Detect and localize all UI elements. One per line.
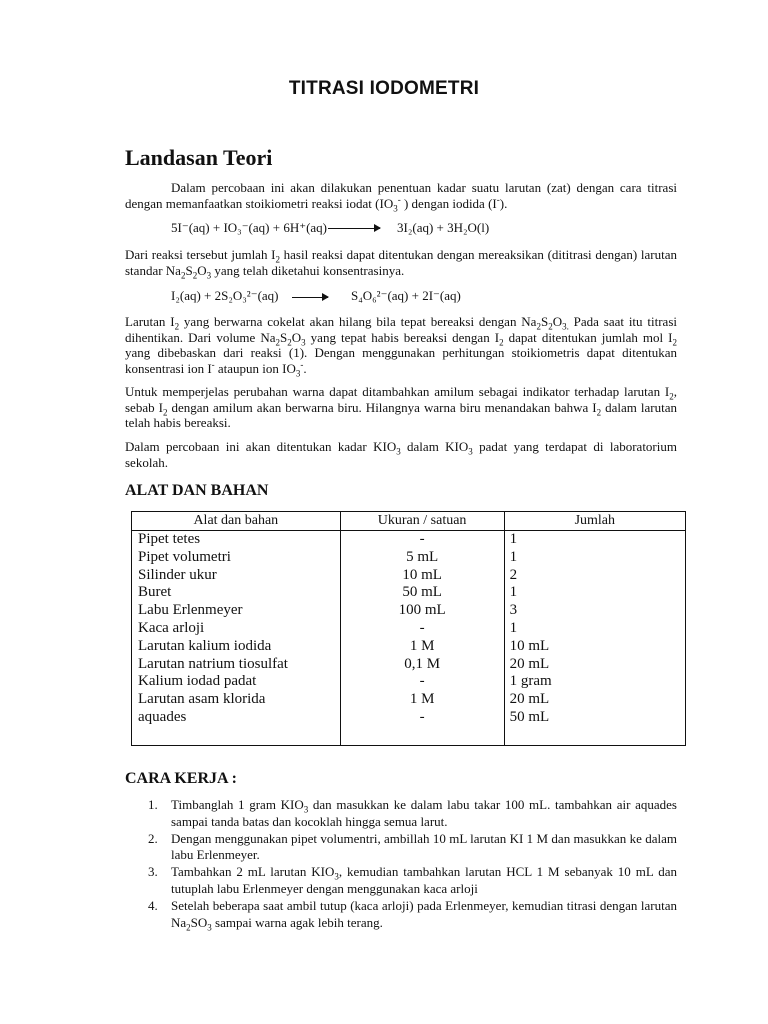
cell-size: 100 mL	[340, 602, 504, 620]
cell-item: Buret	[132, 584, 341, 602]
cell-empty	[132, 727, 341, 745]
procedure-step: 3. Tambahkan 2 mL larutan $KIO_3$, kemudian tambahkan larutan HCL 1 M sebanyak 10 mL dan tutuplah labu Erlenmeyer dengan menggunakan kaca arloji	[148, 864, 677, 896]
step-text-b: dan masukkan ke dalam labu takar 100 mL. tambahkan air aquades sampai tanda batas dan kocoklah hingga semua larut.	[171, 797, 677, 829]
cell-item: Pipet tetes	[132, 531, 341, 549]
step-text-a: Tambahkan 2 mL larutan KIO	[171, 864, 335, 880]
equation-2-rhs: S₄O₆²⁻(aq) + 2I⁻(aq)	[351, 288, 461, 303]
column-header-alat: Alat dan bahan	[132, 512, 341, 531]
step-number: 4.	[148, 897, 158, 913]
cell-item: Silinder ukur	[132, 567, 341, 585]
equipment-table	[131, 511, 686, 746]
equation-1-arrow-icon	[328, 228, 380, 229]
step-text-a: Dengan menggunakan pipet volumentri, ambillah 10 mL larutan KI 1 M dan masukkan ke dalam labu Erlenmeyer.	[171, 830, 677, 863]
cell-size: -	[340, 673, 504, 691]
cell-size: 50 mL	[340, 584, 504, 602]
procedure-step	[125, 831, 677, 865]
cell-item: Larutan natrium tiosulfat	[132, 656, 341, 674]
step-number: 3.	[148, 864, 158, 880]
cell-quantity: 1	[504, 531, 685, 549]
cell-item: Larutan asam klorida	[132, 691, 341, 709]
cell-quantity: 20 mL	[504, 691, 685, 709]
procedure-list	[125, 797, 677, 931]
cell-item: Larutan kalium iodida	[132, 638, 341, 656]
paragraph-indicator: Untuk memperjelas perubahan warna dapat ditambahkan amilum sebagai indikator terhadap larutan $I_2$, sebab $I_2$ dengan amilum akan berwarna biru. Hilangnya warna biru menandakan bahwa $I_2$ dalam larutan telah habis bereaksi.	[125, 384, 677, 430]
table-row	[132, 709, 686, 727]
cell-item: Labu Erlenmeyer	[132, 602, 341, 620]
cell-empty	[340, 727, 504, 745]
step-text-a: Timbanglah 1 gram KIO	[171, 797, 304, 812]
cell-quantity: 1	[504, 584, 685, 602]
cell-item: Kaca arloji	[132, 620, 341, 638]
step-text-b: , kemudian tambahkan larutan HCL 1 M sebanyak 10 mL dan tutuplah labu Erlenmeyer dengan menggunakan kaca arloji	[171, 864, 677, 896]
cell-size: 1 M	[340, 638, 504, 656]
cell-quantity: 20 mL	[504, 656, 685, 674]
table-row	[132, 602, 686, 620]
column-header-ukuran: Ukuran / satuan	[340, 512, 504, 531]
table-filler-row	[132, 727, 686, 745]
paragraph-purpose: Dalam percobaan ini akan ditentukan kadar $KIO_3$ dalam $KIO_3$ padat yang terdapat di laboratorium sekolah.	[125, 439, 677, 470]
cell-size: 10 mL	[340, 567, 504, 585]
table-row	[132, 584, 686, 602]
table-row	[132, 531, 686, 549]
cell-quantity: 2	[504, 567, 685, 585]
equation-2-arrow-icon	[292, 297, 328, 298]
page-title: TITRASI IODOMETRI	[288, 78, 480, 99]
cell-size: 5 mL	[340, 549, 504, 567]
cell-size: 0,1 M	[340, 656, 504, 674]
paragraph-intro: Dalam percobaan ini akan dilakukan penentuan kadar suatu larutan (zat) dengan cara titrasi dengan memanfaatkan stoikiometri reaksi iodat ($IO_3^-$ ) dengan iodida (I-).	[125, 180, 677, 214]
cell-item: aquades	[132, 709, 341, 727]
table-row	[132, 620, 686, 638]
table-row	[132, 567, 686, 585]
column-header-jumlah: Jumlah	[504, 512, 685, 531]
cell-quantity: 1	[504, 620, 685, 638]
equation-1-lhs: 5I⁻(aq) + IO₃⁻(aq) + 6H⁺(aq)	[171, 220, 327, 235]
table-row	[132, 638, 686, 656]
cell-size: 1 M	[340, 691, 504, 709]
step-text-a: Setelah beberapa saat ambil tutup (kaca arloji) pada Erlenmeyer, kemudian titrasi dengan larutan Na	[171, 897, 677, 930]
section-heading-alat-dan-bahan: ALAT DAN BAHAN	[125, 482, 269, 499]
cell-item: Pipet volumetri	[132, 549, 341, 567]
section-heading-landasan-teori: Landasan Teori	[125, 145, 273, 170]
cell-size: -	[340, 531, 504, 549]
cell-quantity: 10 mL	[504, 638, 685, 656]
table-header-row	[132, 512, 686, 531]
cell-empty	[504, 727, 685, 745]
equation-2-lhs: I₂(aq) + 2S₂O₃²⁻(aq)	[171, 288, 279, 303]
section-heading-cara-kerja: CARA KERJA :	[125, 770, 238, 787]
cell-quantity: 1 gram	[504, 673, 685, 691]
cell-size: -	[340, 620, 504, 638]
table-row	[132, 656, 686, 674]
equation-1-rhs: 3I₂(aq) + 3H₂O(l)	[397, 220, 490, 235]
cell-quantity: 3	[504, 602, 685, 620]
procedure-step: 4. Setelah beberapa saat ambil tutup (kaca arloji) pada Erlenmeyer, kemudian titrasi dengan larutan $Na_2SO_3$ sampai warna agak lebih terang.	[148, 897, 677, 933]
step-text-b: sampai warna agak lebih terang.	[211, 914, 383, 930]
step-number: 2.	[148, 830, 158, 846]
paragraph-titration: Larutan $I_2$ yang berwarna cokelat akan hilang bila tepat bereaksi dengan $Na_2S_2O_{3.}$ Pada saat itu titrasi dihentikan. Dari volume $Na_2S_2O_3$ yang tepat habis bereaksi dengan $I_2$ dapat ditentukan jumlah mol $I_2$ yang dibebaskan dari reaksi (1). Dengan menggunakan perhitungan stoikiometris dapat ditentukan konsentrasi ion I- ataupun ion $IO_3^-$.	[125, 314, 677, 379]
cell-quantity: 1	[504, 549, 685, 567]
cell-size: -	[340, 709, 504, 727]
paragraph-reaction: Dari reaksi tersebut jumlah $I_2$ hasil reaksi dapat ditentukan dengan mereaksikan (dititrasi dengan) larutan standar $Na_2S_2O_3$ yang telah diketahui konsentrasinya.	[125, 247, 677, 281]
table-row	[132, 549, 686, 567]
procedure-step: 1. Timbanglah 1 gram $KIO_3$ dan masukkan ke dalam labu takar 100 mL. tambahkan air aquades sampai tanda batas dan kocoklah hingga semua larut.	[148, 797, 677, 829]
table-row	[132, 673, 686, 691]
step-number: 1.	[148, 797, 158, 812]
table-row	[132, 691, 686, 709]
cell-quantity: 50 mL	[504, 709, 685, 727]
cell-item: Kalium iodad padat	[132, 673, 341, 691]
